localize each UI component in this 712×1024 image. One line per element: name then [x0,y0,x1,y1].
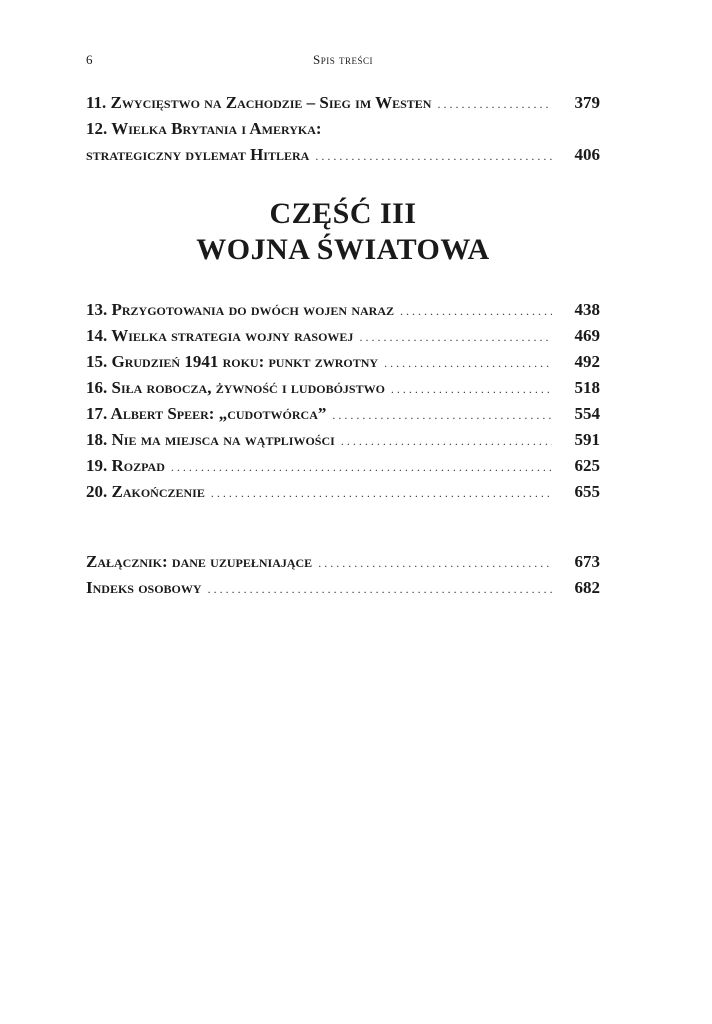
toc-entry [86,352,600,378]
toc-entry [86,552,600,578]
toc-entry-title: Indeks osobowy [86,578,202,597]
toc-entry-title: 14. Wielka strategia wojny rasowej [86,326,354,345]
toc-entry-title-line1: 12. Wielka Brytania i Ameryka: [86,119,322,138]
leader-dots [208,582,552,597]
part-title: WOJNA ŚWIATOWA [196,233,490,266]
toc-entry-page: 682 [574,578,600,597]
leader-dots [171,460,552,475]
running-head [86,52,600,70]
leader-dots [318,556,552,571]
toc-entry-page: 591 [574,430,600,449]
toc-entry [86,456,600,482]
toc-entry [86,300,600,326]
toc-entry [86,404,600,430]
toc-entry [86,93,600,119]
toc-entry-page: 625 [574,456,600,475]
toc-entry-title: 19. Rozpad [86,456,165,475]
leader-dots [359,330,552,345]
toc-entry [86,482,600,508]
leader-dots [341,434,552,449]
toc-entry-title: 16. Siła robocza, żywność i ludobójstwo [86,378,385,397]
toc-entry-title: strategiczny dylemat Hitlera [86,145,310,164]
part-heading [86,196,600,268]
toc-entry-page: 406 [574,145,600,164]
toc-entry-title: 15. Grudzień 1941 roku: punkt zwrotny [86,352,379,371]
toc-section-part2-end [86,93,600,171]
part-label: CZĘŚĆ III [269,197,417,230]
toc-entry [86,378,600,404]
leader-dots [437,97,552,112]
toc-entry-page: 438 [574,300,600,319]
toc-entry-page: 518 [574,378,600,397]
running-title: Spis treści [313,52,373,67]
toc-entry-page: 492 [574,352,600,371]
page-number: 6 [86,52,93,67]
toc-entry [86,145,600,171]
toc-entry [86,430,600,456]
toc-entry-title: 20. Zakończenie [86,482,205,501]
toc-entry-title: 13. Przygotowania do dwóch wojen naraz [86,300,395,319]
leader-dots [315,149,552,164]
toc-section-part3 [86,300,600,508]
toc-entry-title: 18. Nie ma miejsca na wątpliwości [86,430,335,449]
toc-entry-page: 379 [574,93,600,112]
leader-dots [384,356,552,371]
toc-entry-page: 655 [574,482,600,501]
toc-entry-title: Załącznik: dane uzupełniające [86,552,313,571]
leader-dots [211,486,552,501]
toc-entry [86,326,600,352]
toc-entry-title: 11. Zwycięstwo na Zachodzie – Sieg im Westen [86,93,432,112]
toc-entry-page: 554 [574,404,600,423]
toc-entry [86,578,600,604]
toc-section-back-matter [86,552,600,604]
leader-dots [400,304,552,319]
leader-dots [391,382,552,397]
toc-entry-page: 673 [574,552,600,571]
toc-entry-page: 469 [574,326,600,345]
toc-entry-title: 17. Albert Speer: „cudotwórca” [86,404,327,423]
leader-dots [332,408,552,423]
